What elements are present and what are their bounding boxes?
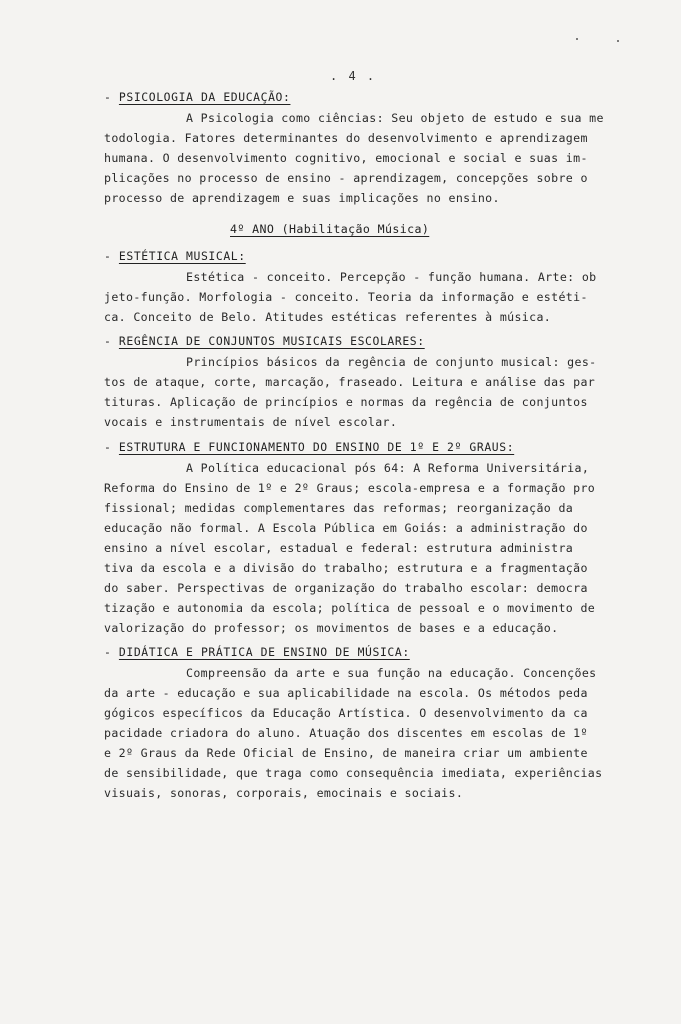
text-line: processo de aprendizagem e suas implicações no ensino. xyxy=(104,191,500,205)
heading-dash: - xyxy=(104,334,119,348)
text-line: Reforma do Ensino de 1º e 2º Graus; escola-empresa e a formação pro xyxy=(104,481,596,495)
heading-dash: - xyxy=(104,440,119,454)
text-line: pacidade criadora do aluno. Atuação dos discentes em escolas de 1º xyxy=(104,726,588,740)
text-line: ensino a nível escolar, estadual e federal: estrutura administra xyxy=(104,541,574,555)
text-line: fissional; medidas complementares das reformas; reorganização da xyxy=(104,501,574,515)
text-line: Princípios básicos da regência de conjunto musical: ges- xyxy=(186,355,597,369)
text-line: valorização do professor; os movimentos de bases e a educação. xyxy=(104,621,559,635)
page-number: . 4 . xyxy=(330,69,377,83)
text-line: tização e autonomia da escola; política de pessoal e o movimento de xyxy=(104,601,596,615)
text-line: Estética - conceito. Percepção - função humana. Arte: ob xyxy=(186,270,597,284)
heading-title: DIDÁTICA E PRÁTICA DE ENSINO DE MÚSICA: xyxy=(118,645,410,659)
section-heading-estrutura xyxy=(104,440,514,454)
text-line: todologia. Fatores determinantes do desenvolvimento e aprendizagem xyxy=(104,131,588,145)
text-line: do saber. Perspectivas de organização do trabalho escolar: democra xyxy=(104,581,588,595)
text-line: tos de ataque, corte, marcação, fraseado. Leitura e análise das par xyxy=(104,375,596,389)
heading-title: ESTÉTICA MUSICAL: xyxy=(118,249,246,263)
text-line: ca. Conceito de Belo. Atitudes estéticas referentes à música. xyxy=(104,310,552,324)
paper-speck xyxy=(576,38,578,40)
text-line: humana. O desenvolvimento cognitivo, emocional e social e suas im- xyxy=(104,151,588,165)
section-heading-estetica xyxy=(104,249,246,263)
heading-dash: - xyxy=(104,645,119,659)
heading-title: ESTRUTURA E FUNCIONAMENTO DO ENSINO DE 1º E 2º GRAUS: xyxy=(118,440,515,454)
text-line: A Psicologia como ciências: Seu objeto de estudo e sua me xyxy=(186,111,604,125)
heading-title: REGÊNCIA DE CONJUNTOS MUSICAIS ESCOLARES: xyxy=(118,334,425,348)
heading-dash: - xyxy=(104,90,119,104)
text-line: visuais, sonoras, corporais, emocinais e sociais. xyxy=(104,786,464,800)
section-heading-regencia xyxy=(104,334,425,348)
text-line: Compreensão da arte e sua função na educação. Concenções xyxy=(186,666,597,680)
text-line: e 2º Graus da Rede Oficial de Ensino, de maneira criar um ambiente xyxy=(104,746,588,760)
text-line: jeto-função. Morfologia - conceito. Teoria da informação e estéti- xyxy=(104,290,588,304)
text-line: de sensibilidade, que traga como consequência imediata, experiências xyxy=(104,766,603,780)
heading-dash: - xyxy=(104,249,119,263)
text-line: tiva da escola e a divisão do trabalho; estrutura e a fragmentação xyxy=(104,561,588,575)
text-line: educação não formal. A Escola Pública em Goiás: a administração do xyxy=(104,521,588,535)
text-line: da arte - educação e sua aplicabilidade na escola. Os métodos peda xyxy=(104,686,588,700)
paper-speck xyxy=(617,40,619,42)
heading-title: PSICOLOGIA DA EDUCAÇÃO: xyxy=(118,90,291,104)
text-line: gógicos específicos da Educação Artística. O desenvolvimento da ca xyxy=(104,706,588,720)
text-line: vocais e instrumentais de nível escolar. xyxy=(104,415,398,429)
text-line: plicações no processo de ensino - aprendizagem, concepções sobre o xyxy=(104,171,588,185)
section-heading-didatica xyxy=(104,645,410,659)
year-heading: 4º ANO (Habilitação Música) xyxy=(230,222,430,236)
section-heading-psicologia xyxy=(104,90,290,104)
text-line: tituras. Aplicação de princípios e normas da regência de conjuntos xyxy=(104,395,588,409)
text-line: A Política educacional pós 64: A Reforma Universitária, xyxy=(186,461,590,475)
